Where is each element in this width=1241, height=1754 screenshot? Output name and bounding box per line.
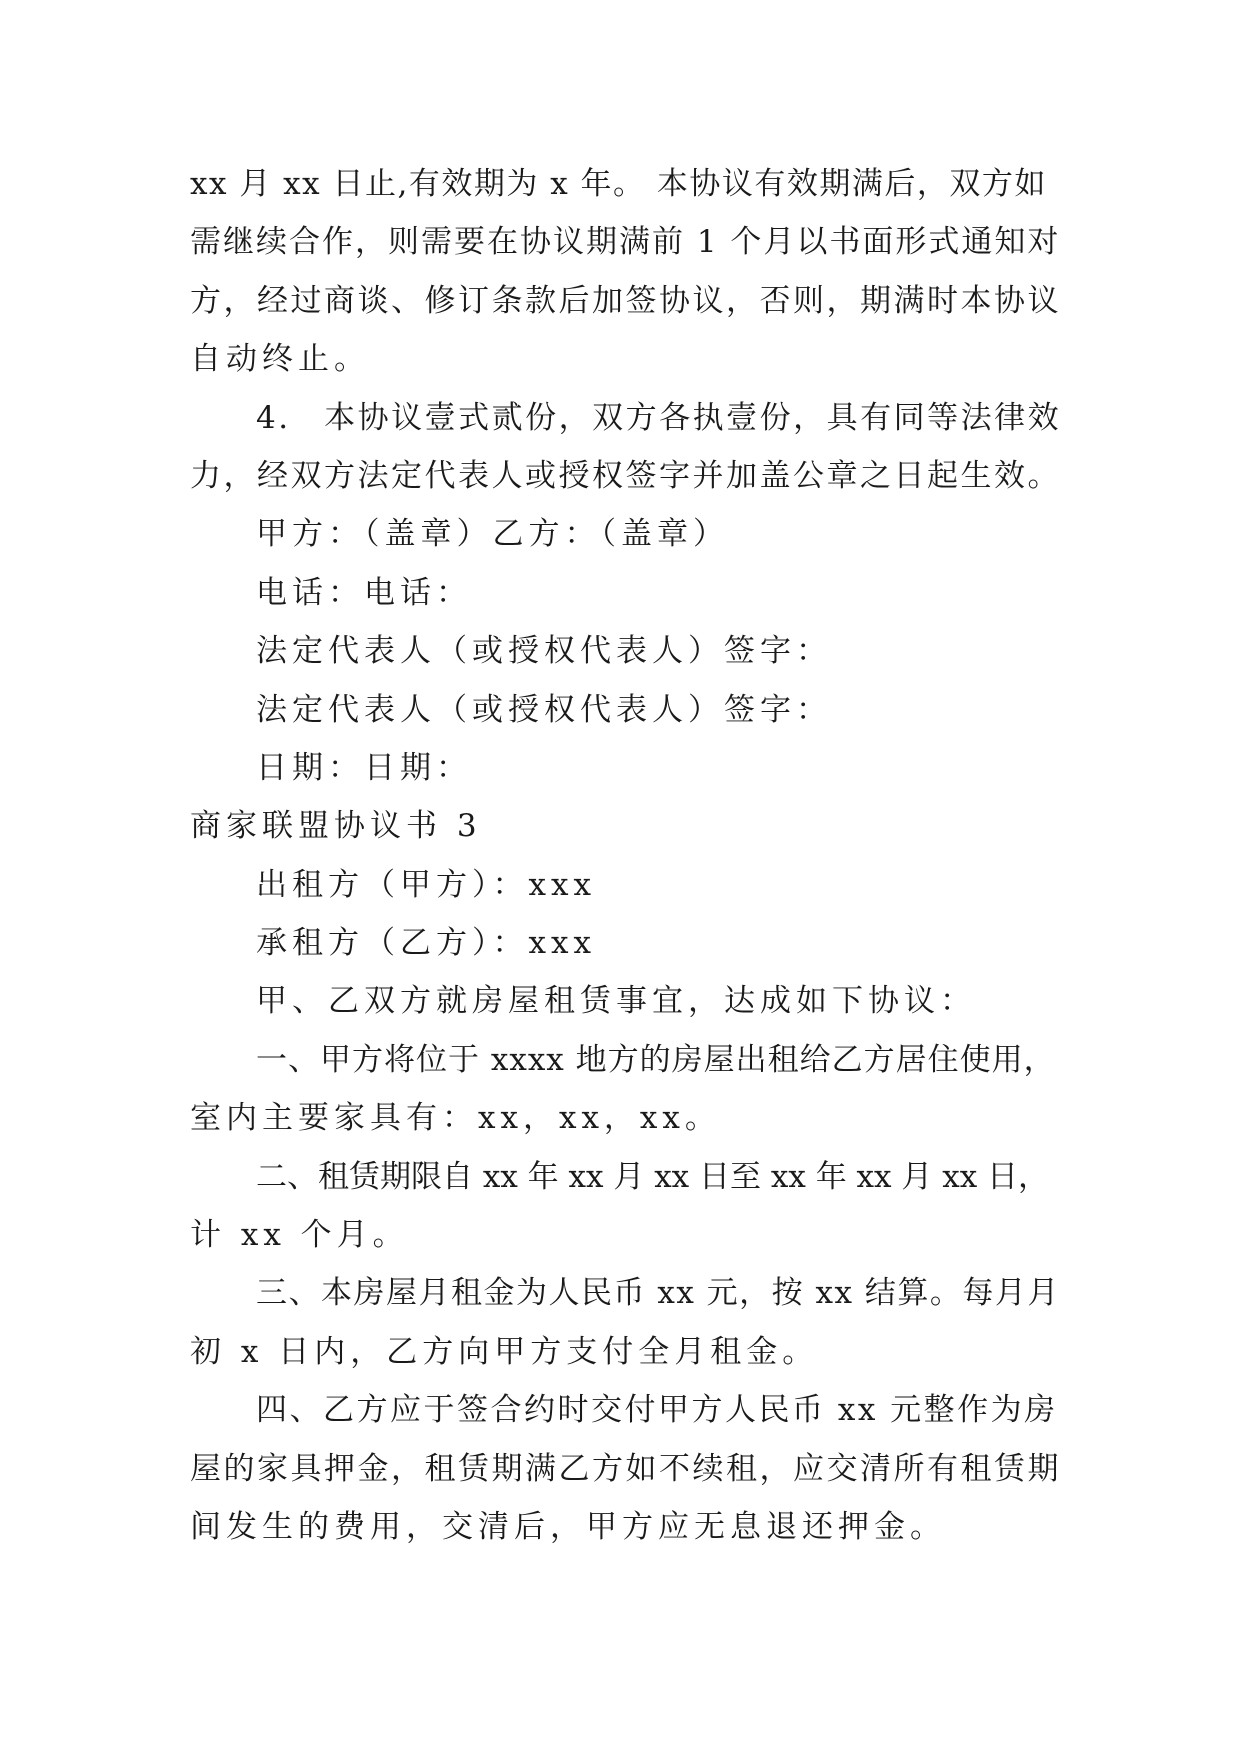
clause-line: 三、本房屋月租金为人民币 xx 元，按 xx 结算。每月月 (256, 1275, 1060, 1312)
representative-signature-line: 法定代表人（或授权代表人）签字： (256, 633, 832, 670)
text-line: 方，经过商谈、修订条款后加签协议，否则，期满时本协议 (190, 282, 1061, 319)
document-body (190, 155, 1060, 1556)
text-line: 间发生的费用，交清后，甲方应无息退还押金。 (190, 1508, 946, 1545)
lessee-line: 承租方（乙方）：xxx (256, 925, 596, 962)
text-line: 自动终止。 (190, 341, 370, 378)
section-heading: 商家联盟协议书 3 (190, 808, 482, 845)
text-line: 计 xx 个月。 (190, 1217, 409, 1254)
clause-line: 一、甲方将位于 xxxx 地方的房屋出租给乙方居住使用， (256, 1041, 1056, 1078)
text-line: 4. 本协议壹式贰份，双方各执壹份，具有同等法律效 (256, 399, 1062, 436)
text-line: 室内主要家具有：xx，xx，xx。 (190, 1100, 721, 1137)
text-line: xx 月 xx 日止,有效期为 x 年。 本协议有效期满后，双方如 (190, 166, 1047, 202)
text-line: 力，经双方法定代表人或授权签字并加盖公章之日起生效。 (190, 457, 1061, 494)
text-line: 甲、乙双方就房屋租赁事宜，达成如下协议： (256, 983, 976, 1020)
text-line: 需继续合作，则需要在协议期满前 1 个月以书面形式通知对 (190, 224, 1061, 261)
representative-signature-line: 法定代表人（或授权代表人）签字： (256, 691, 832, 728)
date-line: 日期：日期： (256, 749, 472, 786)
signature-party-line: 甲方：（盖章）乙方：（盖章） (256, 516, 729, 553)
phone-line: 电话：电话： (256, 574, 472, 611)
clause-line: 二、租赁期限自 xx 年 xx 月 xx 日至 xx 年 xx 月 xx 日， (256, 1158, 1050, 1195)
text-line: 屋的家具押金，租赁期满乙方如不续租，应交清所有租赁期 (190, 1450, 1061, 1487)
clause-line: 四、乙方应于签合约时交付甲方人民币 xx 元整作为房 (256, 1392, 1058, 1429)
text-line: 初 x 日内，乙方向甲方支付全月租金。 (190, 1333, 819, 1370)
lessor-line: 出租方（甲方）：xxx (256, 866, 596, 903)
